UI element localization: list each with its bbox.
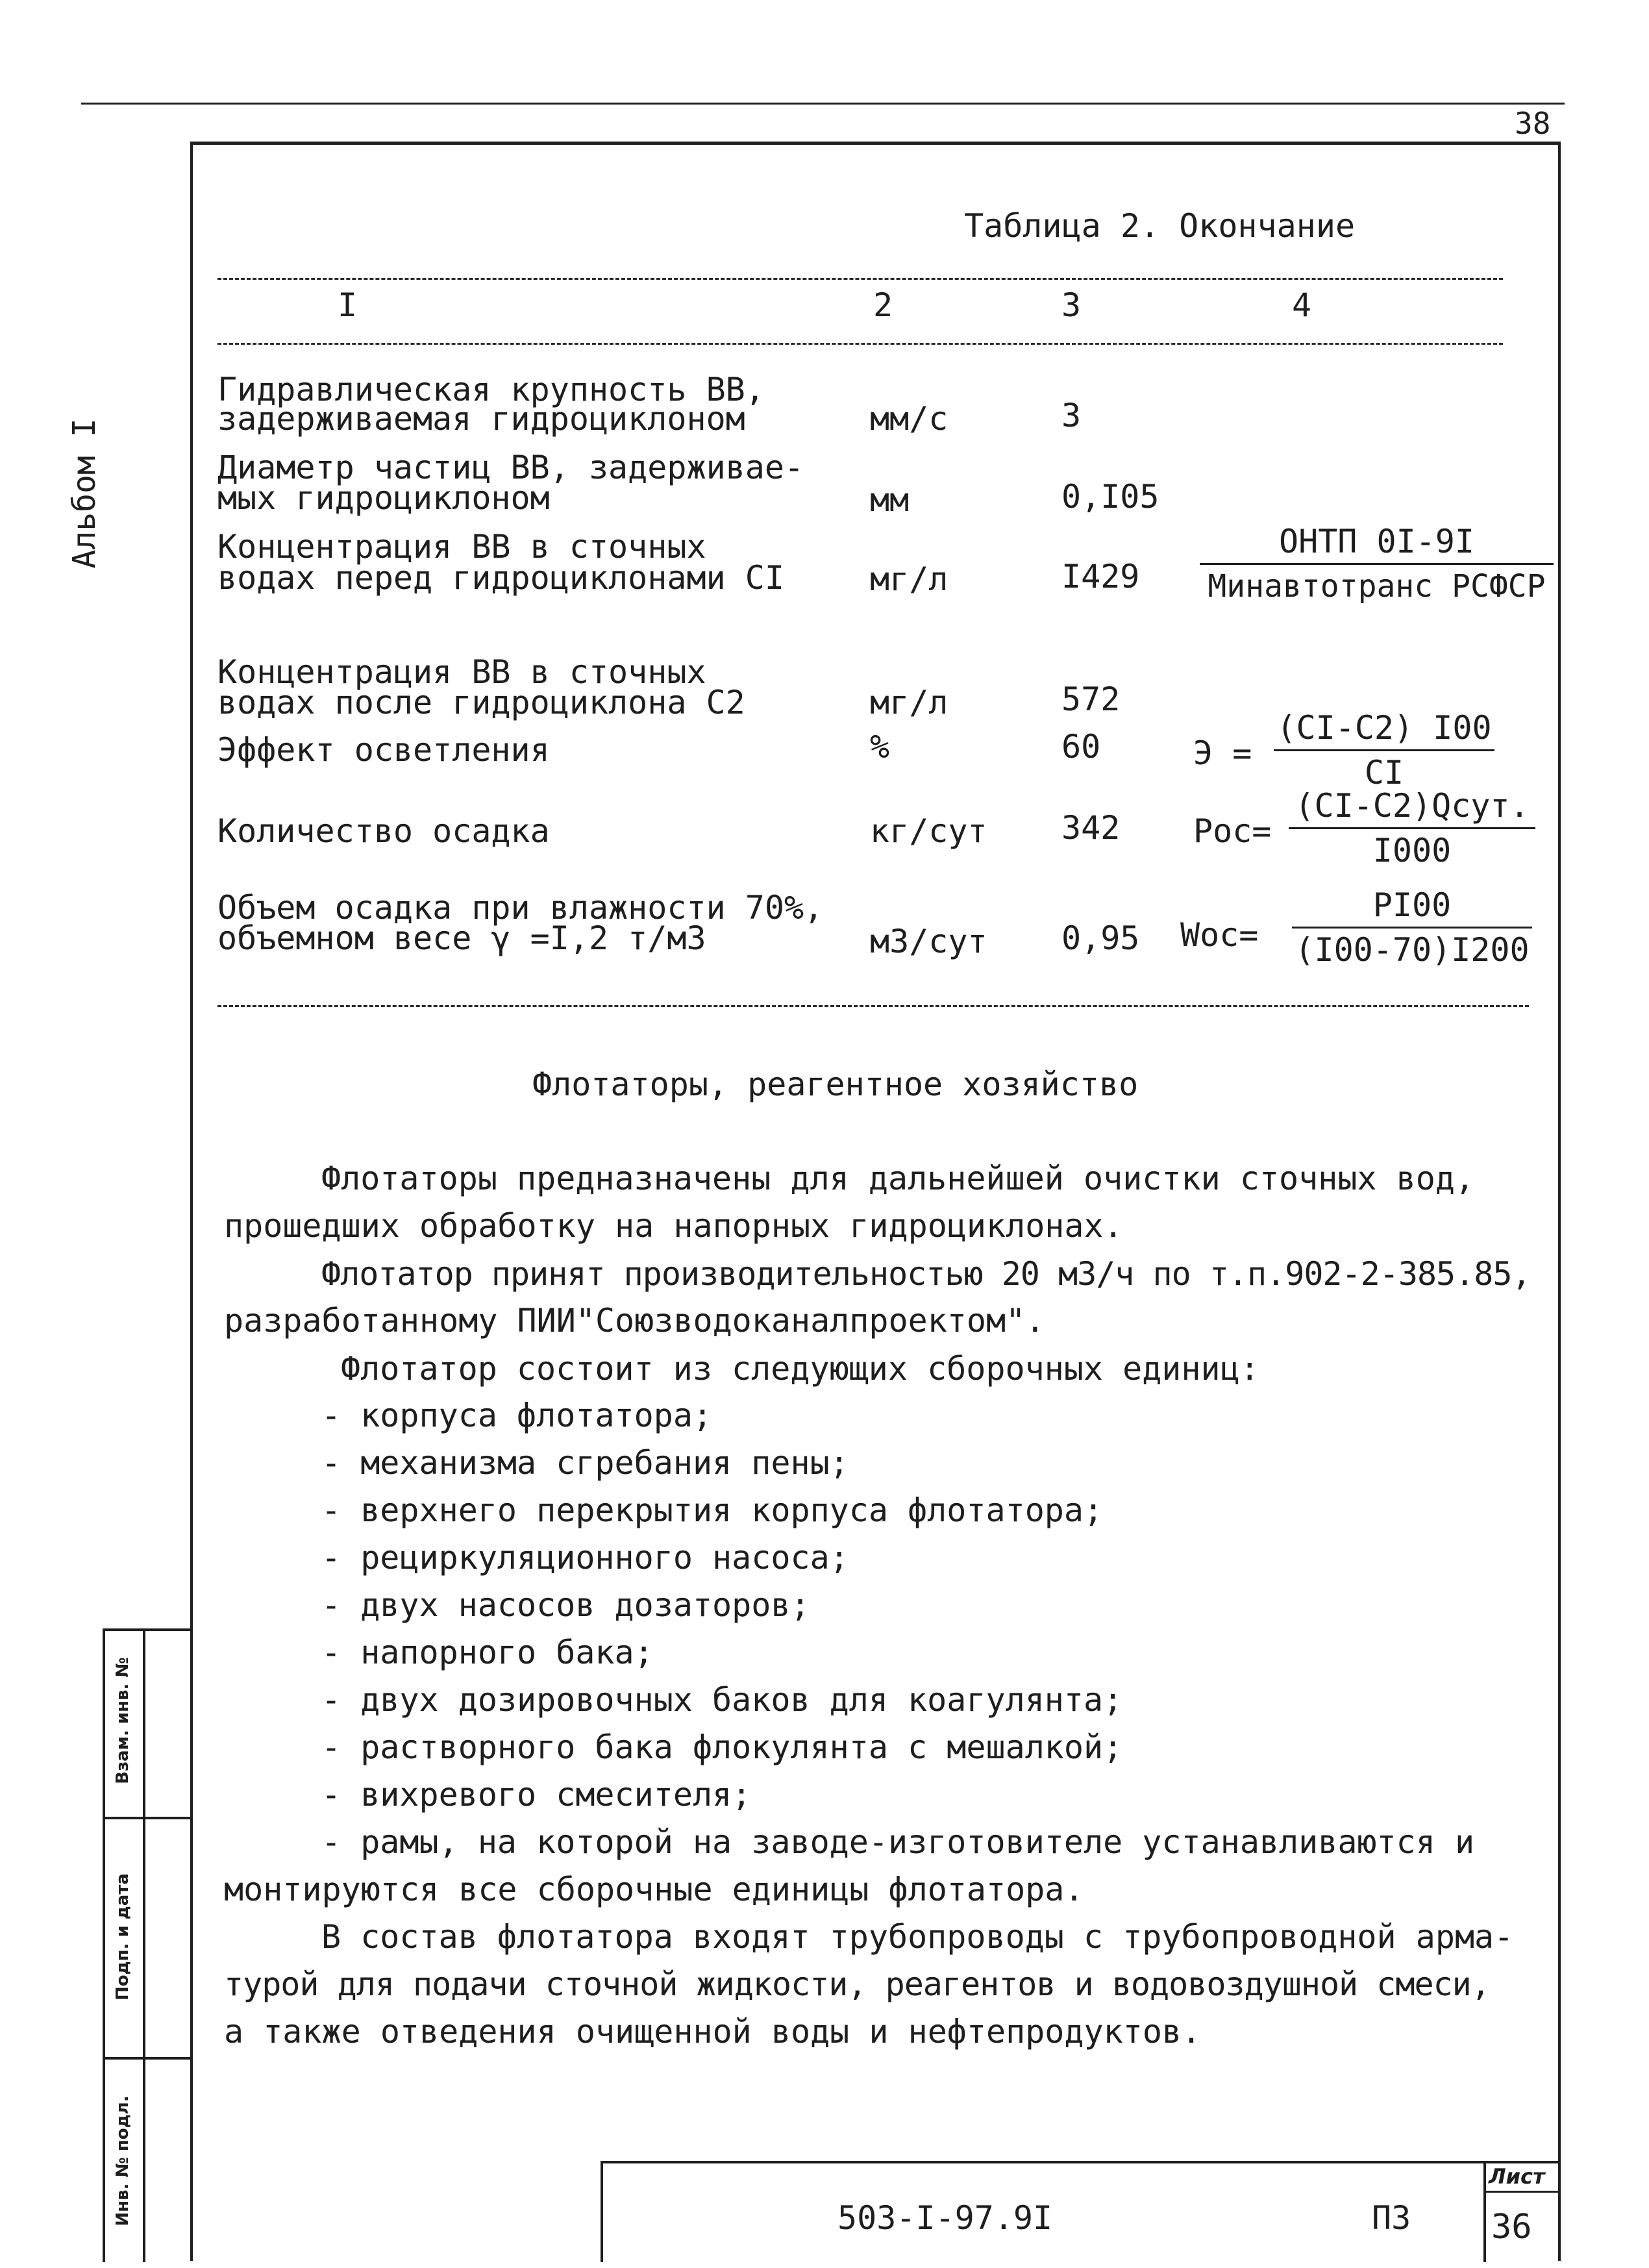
stamp-mid-line: [143, 1628, 145, 2262]
norm-reference-doc: ОНТП 0I-9I: [1278, 523, 1475, 560]
list-item: - растворного бака флокулянта с мешалкой;: [321, 1728, 1123, 1766]
list-item: - вихревого смесителя;: [321, 1776, 752, 1813]
paragraph-line: Флотатор принят производительностью 20 м3/ч по т.п.902-2-385.85,: [321, 1255, 1531, 1293]
stamp-top-line: [103, 1628, 190, 1631]
stamp-vzam-inv: Взам. инв. №: [113, 1657, 132, 1784]
formula-denominator: CI: [1364, 754, 1404, 791]
table-row-unit: мм: [870, 481, 910, 519]
table-row-param-cont: объемном весе γ =I,2 т/м3: [217, 919, 706, 957]
table-header-col4: 4: [1292, 286, 1312, 324]
paragraph-line: а также отведения очищенной воды и нефтепродуктов.: [224, 2013, 1202, 2050]
formula-fraction: [1292, 886, 1532, 969]
title-block: [601, 2161, 1558, 2262]
document-code: 503-I-97.9I: [837, 2199, 1053, 2237]
table-header-col2: 2: [873, 286, 893, 324]
table-row-unit: м3/сут: [870, 923, 987, 960]
paragraph-line: Флотаторы предназначены для дальнейшей очистки сточных вод,: [321, 1160, 1475, 1197]
title-block-top-line: [601, 2161, 1558, 2163]
fraction-bar: [1200, 563, 1554, 565]
album-label: Альбом I: [66, 418, 103, 569]
section-title: Флотаторы, реагентное хозяйство: [532, 1065, 1139, 1103]
title-block-sheet-label-line: [1483, 2191, 1558, 2193]
table-row-param: Объем осадка при влажности 70%,: [217, 889, 824, 927]
formula-lhs: Рос=: [1193, 812, 1272, 850]
list-item: - рециркуляционного насоса;: [321, 1539, 849, 1576]
table-row-param-cont: водах перед гидроциклонами CI: [217, 559, 784, 597]
frame-top-border: [190, 142, 1559, 145]
table-row-unit: мг/л: [870, 684, 948, 721]
table-row-param: Концентрация ВВ в сточных: [217, 653, 706, 691]
list-item: - двух дозировочных баков для коагулянта;: [321, 1681, 1123, 1719]
page-number-top: 38: [1515, 106, 1551, 141]
paragraph-line: разработанному ПИИ"Союзводоканалпроектом".: [224, 1302, 1045, 1340]
sheet-number: 36: [1491, 2208, 1532, 2247]
formula-lhs: Wос=: [1180, 916, 1259, 954]
table-row-param: Гидравлическая крупность ВВ,: [217, 371, 765, 408]
formula-fraction: [1274, 709, 1494, 791]
title-block-sheet-divider: [1483, 2161, 1486, 2262]
table-header-rule: [217, 343, 1503, 345]
sheet-label: Лист: [1489, 2164, 1545, 2189]
stamp-inv-podl: Инв. № подл.: [113, 2095, 132, 2226]
approval-stamp: [103, 1628, 190, 2262]
table-row-param-cont: мых гидроциклоном: [217, 479, 550, 517]
stamp-podp-data: Подп. и дата: [113, 1873, 132, 2000]
formula-denominator: I000: [1372, 832, 1452, 869]
table-row-param: Количество осадка: [217, 812, 550, 850]
table-row-value: 572: [1061, 680, 1121, 718]
table-row-value: 0,95: [1061, 919, 1140, 957]
table-row-param: Концентрация ВВ в сточных: [217, 528, 706, 566]
table-row-value: I429: [1061, 558, 1140, 595]
list-item: - напорного бака;: [321, 1634, 654, 1671]
table-row-param-cont: задерживаемая гидроциклоном: [217, 400, 745, 438]
table-header-col3: 3: [1061, 286, 1082, 324]
table-row-unit: мг/л: [870, 560, 948, 598]
table-top-rule: [217, 278, 1503, 280]
table-row-param-cont: водах после гидроциклона С2: [217, 684, 745, 721]
table-row-unit: мм/с: [870, 400, 948, 438]
list-item: - двух насосов дозаторов;: [321, 1586, 810, 1624]
list-item: - верхнего перекрытия корпуса флотатора;: [321, 1491, 1104, 1529]
norm-reference-issuer: Минавтотранс РСФСР: [1208, 568, 1546, 604]
formula-numerator: PI00: [1372, 886, 1452, 924]
paragraph-line: Флотатор состоит из следующих сборочных единиц:: [341, 1350, 1259, 1388]
paragraph-line: монтируются все сборочные единицы флотатора.: [224, 1871, 1084, 1908]
title-block-left-line: [601, 2161, 603, 2262]
paragraph-line: турой для подачи сточной жидкости, реагентов и водовоздушной смеси,: [224, 1965, 1490, 2003]
table-row-value: 0,I05: [1061, 478, 1159, 516]
list-item: - механизма сгребания пены;: [321, 1444, 849, 1482]
table-header-col1: I: [338, 286, 358, 324]
paragraph-line: В состав флотатора входят трубопроводы с трубопроводной арма-: [321, 1918, 1514, 1956]
table-row-value: 342: [1061, 809, 1121, 847]
fraction-bar: [1292, 927, 1532, 928]
table-row-value: 60: [1061, 728, 1101, 766]
norm-reference-fraction: [1200, 523, 1554, 605]
paragraph-line: прошедших обработку на напорных гидроциклонах.: [224, 1207, 1123, 1245]
table-row-param: Эффект осветления: [217, 731, 550, 769]
formula-fraction: [1289, 787, 1535, 869]
table-bottom-rule: [217, 1005, 1529, 1007]
frame-right-border: [1558, 142, 1561, 2261]
fraction-bar: [1274, 749, 1494, 751]
formula-numerator: (CI-C2) I00: [1276, 709, 1492, 747]
formula-denominator: (I00-70)I200: [1295, 931, 1530, 969]
table-caption: Таблица 2. Окончание: [964, 207, 1356, 245]
top-border-line: [81, 103, 1565, 105]
stamp-inner-line: [103, 1628, 105, 2262]
list-item: - рамы, на которой на заводе-изготовителе устанавливаются и: [321, 1823, 1475, 1861]
table-row-value: 3: [1061, 397, 1082, 434]
formula-numerator: (CI-C2)Qсут.: [1295, 787, 1530, 825]
fraction-bar: [1289, 827, 1535, 829]
frame-left-border: [190, 143, 193, 2261]
table-row-unit: %: [870, 728, 890, 766]
formula-lhs: Э =: [1193, 734, 1252, 772]
stamp-div-line: [103, 1817, 190, 1819]
list-item: - корпуса флотатора;: [321, 1397, 713, 1434]
section-code: ПЗ: [1372, 2199, 1411, 2237]
table-row-param: Диаметр частиц ВВ, задерживае-: [217, 449, 804, 486]
table-row-unit: кг/сут: [870, 812, 987, 850]
